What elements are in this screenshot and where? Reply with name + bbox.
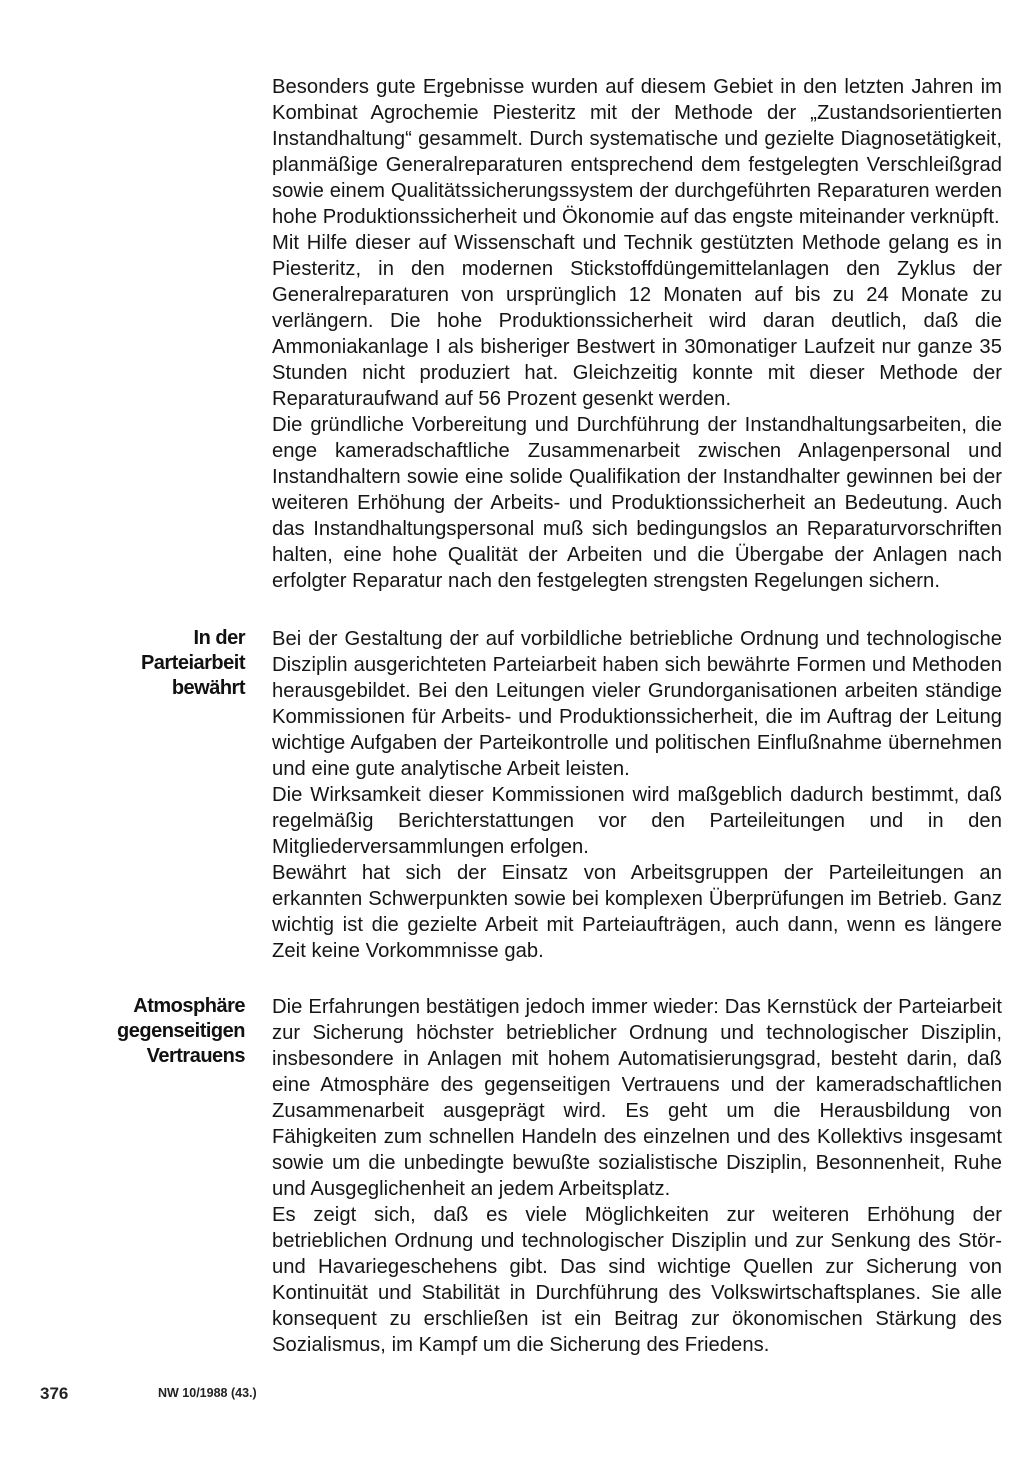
- side-heading-line: bewährt: [171, 677, 245, 699]
- side-heading-line: gegenseitigen: [117, 1020, 245, 1042]
- paragraph: Mit Hilfe dieser auf Wissenschaft und Technik gestützten Methode gelang es in Piesteritz, in den modernen Stickstoffdüngemittelanlagen den Zyklus der Generalreparaturen von ursprünglich 12 Monaten auf bis zu 24 Monate zu verlängern. Die hohe Produktionssicherheit wird daran deutlich, daß die Ammoniakanlage I als bisheriger Bestwert in 30monatiger Laufzeit nur ganze 35 Stunden nicht produziert hat. Gleichzeitig konnte mit dieser Methode der Reparaturaufwand auf 56 Prozent gesenkt werden.: [272, 232, 1002, 410]
- side-heading-line: In der: [193, 627, 245, 649]
- paragraph: Es zeigt sich, daß es viele Möglichkeiten zur weiteren Erhöhung der betrieblichen Ordnung und technologischer Disziplin und zur Senkung des Stör- und Havariegeschehens gibt. Das sind wichtige Quellen zur Sicherung von Kontinuität und Stabilität in Durchführung des Volkswirtschaftsplanes. Sie alle konsequent zu erschließen ist ein Beitrag zur ökonomischen Stärkung des Sozialismus, im Kampf um die Sicherung des Friedens.: [272, 1204, 1002, 1356]
- page-number: 376: [40, 1384, 69, 1403]
- paragraph: Bewährt hat sich der Einsatz von Arbeitsgruppen der Parteileitungen an erkannten Schwerpunkten sowie bei komplexen Überprüfungen im Betrieb. Ganz wichtig ist die gezielte Arbeit mit Parteiaufträgen, auch dann, wenn es längere Zeit keine Vorkommnisse gab.: [272, 862, 1002, 962]
- paragraph: Die gründliche Vorbereitung und Durchführung der Instandhaltungsarbeiten, die enge kameradschaftliche Zusammenarbeit zwischen Anlagenpersonal und Instandhaltern sowie eine solide Qualifikation der Instandhalter gewinnen bei der weiteren Erhöhung der Arbeits- und Produktionssicherheit an Bedeutung. Auch das Instandhaltungspersonal muß sich bedingungslos an Reparaturvorschriften halten, eine hohe Qualität der Arbeiten und die Übergabe der Anlagen nach erfolgter Reparatur nach den festgelegten strengsten Regelungen sichern.: [272, 414, 1002, 592]
- side-heading-line: Parteiarbeit: [140, 652, 245, 674]
- paragraph: Die Wirksamkeit dieser Kommissionen wird maßgeblich dadurch bestimmt, daß regelmäßig Berichterstattungen vor den Parteileitungen und in den Mitgliederversammlungen erfolgen.: [272, 784, 1002, 858]
- section-body: [272, 626, 1002, 964]
- issue-reference: NW 10/1988 (43.): [158, 1386, 257, 1400]
- side-heading: [40, 994, 245, 1069]
- paragraph: Bei der Gestaltung der auf vorbildliche betriebliche Ordnung und technologische Disziplin ausgerichteten Parteiarbeit haben sich bewährte Formen und Methoden herausgebildet. Bei den Leitungen vieler Grundorganisationen arbeiten ständige Kommissionen für Arbeits- und Produktionssicherheit, die im Auftrag der Leitung wichtige Aufgaben der Parteikontrolle und politischen Einflußnahme übernehmen und eine gute analytische Arbeit leisten.: [272, 628, 1002, 780]
- side-heading: [40, 626, 245, 701]
- section-body: [272, 74, 1002, 594]
- page-footer: [0, 1384, 1024, 1408]
- section-body: [272, 994, 1002, 1358]
- side-heading-line: Vertrauens: [146, 1045, 245, 1067]
- paragraph: Die Erfahrungen bestätigen jedoch immer wieder: Das Kernstück der Parteiarbeit zur Sicherung höchster betrieblicher Ordnung und technologischer Disziplin, insbesondere in Anlagen mit hohem Automatisierungsgrad, besteht darin, daß eine Atmosphäre des gegenseitigen Vertrauens und der kameradschaftlichen Zusammenarbeit ausgeprägt wird. Es geht um die Herausbildung von Fähigkeiten zum schnellen Handeln des einzelnen und des Kollektivs insgesamt sowie um die unbedingte bewußte sozialistische Disziplin, Besonnenheit, Ruhe und Ausgeglichenheit an jedem Arbeitsplatz.: [272, 996, 1002, 1200]
- side-heading-line: Atmosphäre: [133, 995, 245, 1017]
- paragraph: Besonders gute Ergebnisse wurden auf diesem Gebiet in den letzten Jahren im Kombinat Agrochemie Piesteritz mit der Methode der „Zustandsorientierten Instandhaltung“ gesammelt. Durch systematische und gezielte Diagnosetätigkeit, planmäßige Generalreparaturen entsprechend dem festgelegten Verschleißgrad sowie einem Qualitätssicherungssystem der durchgeführten Reparaturen werden hohe Produktionssicherheit und Ökonomie auf das engste miteinander verknüpft.: [272, 76, 1002, 228]
